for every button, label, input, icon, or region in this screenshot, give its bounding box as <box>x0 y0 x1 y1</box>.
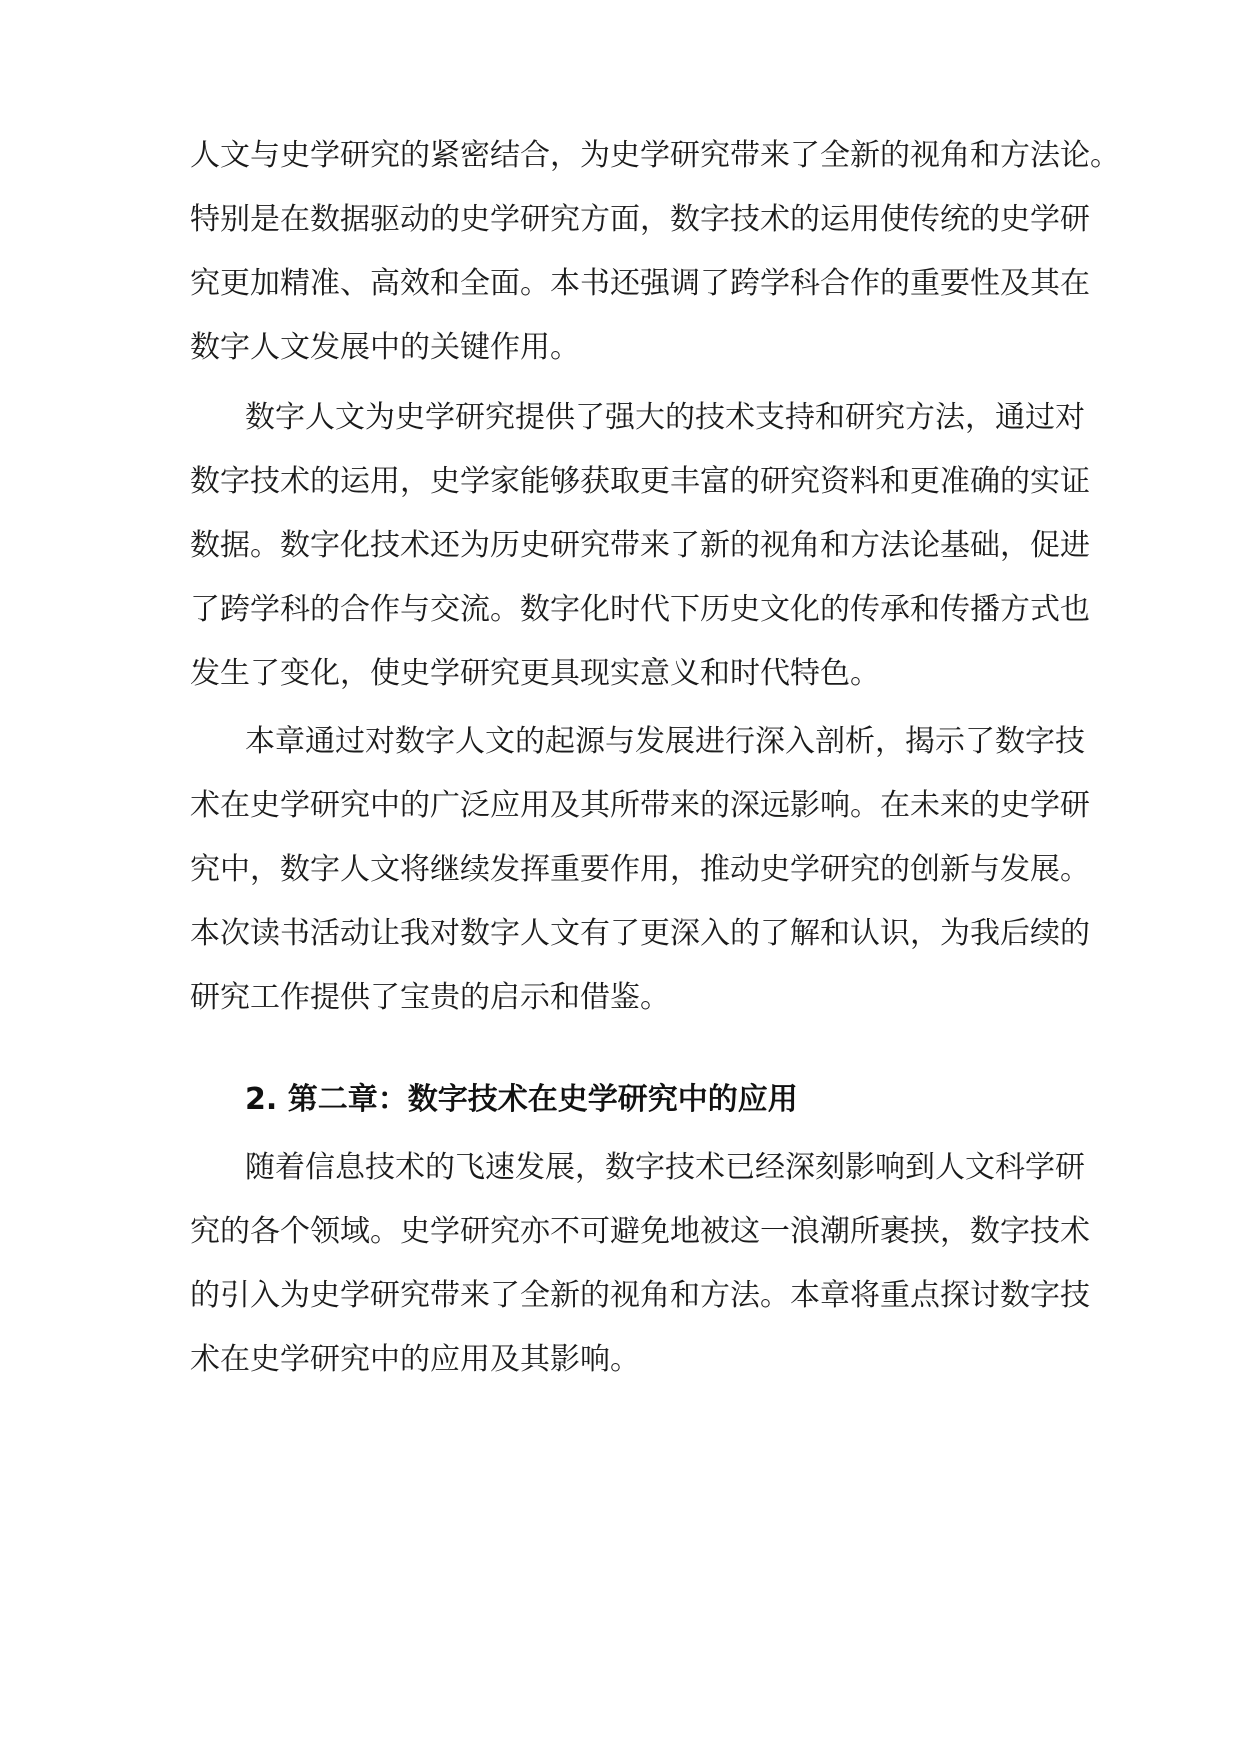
paragraph-line: 了跨学科的合作与交流。数字化时代下历史文化的传承和传播方式也 <box>190 592 1090 627</box>
paragraph-line: 数字技术的运用，史学家能够获取更丰富的研究资料和更准确的实证 <box>190 464 1090 499</box>
paragraph-line: 究中，数字人文将继续发挥重要作用，推动史学研究的创新与发展。 <box>190 852 1090 887</box>
paragraph-line: 发生了变化，使史学研究更具现实意义和时代特色。 <box>190 656 880 691</box>
paragraph-line: 究的各个领域。史学研究亦不可避免地被这一浪潮所裹挟，数字技术 <box>190 1214 1090 1249</box>
paragraph-line: 随着信息技术的飞速发展，数字技术已经深刻影响到人文科学研 <box>245 1150 1085 1185</box>
paragraph-line: 人文与史学研究的紧密结合，为史学研究带来了全新的视角和方法论。 <box>190 138 1120 173</box>
paragraph-line: 术在史学研究中的广泛应用及其所带来的深远影响。在未来的史学研 <box>190 788 1090 823</box>
paragraph-line: 研究工作提供了宝贵的启示和借鉴。 <box>190 980 670 1015</box>
paragraph-line: 数据。数字化技术还为历史研究带来了新的视角和方法论基础，促进 <box>190 528 1090 563</box>
paragraph-line: 的引入为史学研究带来了全新的视角和方法。本章将重点探讨数字技 <box>190 1278 1090 1313</box>
paragraph-line: 数字人文发展中的关键作用。 <box>190 330 580 365</box>
paragraph-line: 术在史学研究中的应用及其影响。 <box>190 1342 640 1377</box>
paragraph-line: 数字人文为史学研究提供了强大的技术支持和研究方法，通过对 <box>245 400 1085 435</box>
paragraph-line: 特别是在数据驱动的史学研究方面，数字技术的运用使传统的史学研 <box>190 202 1090 237</box>
section-heading: 2. 第二章：数字技术在史学研究中的应用 <box>245 1082 798 1117</box>
paragraph-line: 本章通过对数字人文的起源与发展进行深入剖析，揭示了数字技 <box>245 724 1085 759</box>
paragraph-line: 本次读书活动让我对数字人文有了更深入的了解和认识，为我后续的 <box>190 916 1090 951</box>
paragraph-line: 究更加精准、高效和全面。本书还强调了跨学科合作的重要性及其在 <box>190 266 1090 301</box>
